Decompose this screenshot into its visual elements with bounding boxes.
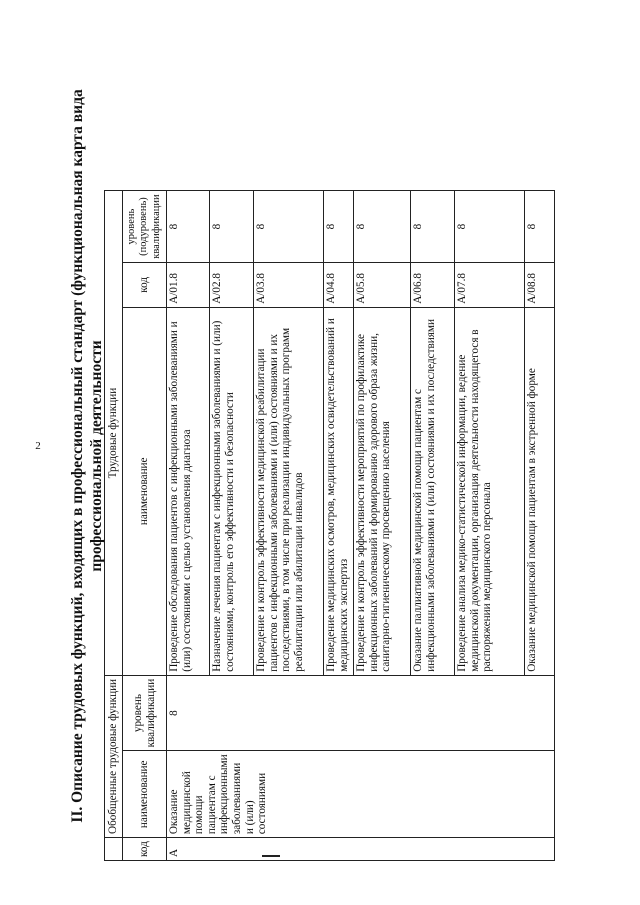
title-line-1: II. Описание трудовых функций, входящих в профессиональный стандарт (функциональная карта вида	[69, 89, 86, 823]
page-number: 2	[35, 440, 41, 452]
labor-function-name: Проведение и контроль эффективности медицинской реабилитации пациентов с инфекционными заболеваниями и (или) состояниями и их последствиями, в том числе при реализации индивидуальных программ реабилитации или абилитации инвалидов	[254, 307, 324, 675]
labor-function-name: Проведение анализа медико-статистической информации, ведение медицинской документации, организация деятельности находящегося в распоряжении медицинского персонала	[455, 307, 525, 675]
labor-function-code: A/03.8	[254, 262, 324, 307]
labor-function-level: 8	[254, 191, 324, 262]
header-level: уровень квалификации	[123, 675, 167, 751]
generalized-name: Оказание медицинской помощи пациентам с инфекционными заболеваниями и (или) состояниями	[167, 751, 555, 838]
labor-function-name: Проведение обследования пациентов с инфекционными заболеваниями и (или) состояниями с целью установления диагноза	[167, 307, 210, 675]
labor-function-name: Проведение и контроль эффективности мероприятий по профилактике инфекционных заболеваний и формированию здорового образа жизни, санитарно-гигиеническому просвещению населения	[354, 307, 411, 675]
labor-function-level: 8	[525, 191, 555, 262]
labor-function-level: 8	[411, 191, 455, 262]
labor-function-name: Оказание паллиативной медицинской помощи пациентам с инфекционными заболеваниями и (или) состояниями и их последствиями	[411, 307, 455, 675]
labor-function-code: A/01.8	[167, 262, 210, 307]
labor-function-code: A/05.8	[354, 262, 411, 307]
header-blank	[105, 838, 123, 861]
labor-function-level: 8	[324, 191, 354, 262]
header-sublevel: уровень (подуровень) квалификации	[123, 191, 167, 262]
header-labor-functions: Трудовые функции	[105, 191, 123, 675]
labor-function-code: A/06.8	[411, 262, 455, 307]
table-row	[167, 191, 210, 861]
header-name: наименование	[123, 751, 167, 838]
labor-function-code: A/02.8	[210, 262, 254, 307]
header-labor-code: код	[123, 262, 167, 307]
labor-function-name: Оказание медицинской помощи пациентам в экстренной форме	[525, 307, 555, 675]
rotated-page-content	[48, 36, 608, 886]
generalized-level: 8	[167, 675, 555, 751]
header-code: код	[123, 838, 167, 861]
labor-function-code: A/08.8	[525, 262, 555, 307]
labor-function-code: A/04.8	[324, 262, 354, 307]
labor-function-name: Назначение лечения пациентам с инфекционными заболеваниями и (или) состояниями, контроль его эффективности и безопасности	[210, 307, 254, 675]
labor-function-level: 8	[167, 191, 210, 262]
margin-mark	[262, 855, 280, 857]
labor-function-level: 8	[210, 191, 254, 262]
labor-function-level: 8	[354, 191, 411, 262]
header-labor-name: наименование	[123, 307, 167, 675]
generalized-code: A	[167, 838, 555, 861]
labor-function-level: 8	[455, 191, 525, 262]
title-line-2: профессиональной деятельности	[88, 340, 105, 572]
labor-function-code: A/07.8	[455, 262, 525, 307]
labor-function-name: Проведение медицинских осмотров, медицинских освидетельствований и медицинских экспертиз	[324, 307, 354, 675]
section-title	[68, 36, 106, 876]
functional-map-table	[104, 190, 555, 861]
header-generalized-functions: Обобщенные трудовые функции	[105, 675, 123, 837]
